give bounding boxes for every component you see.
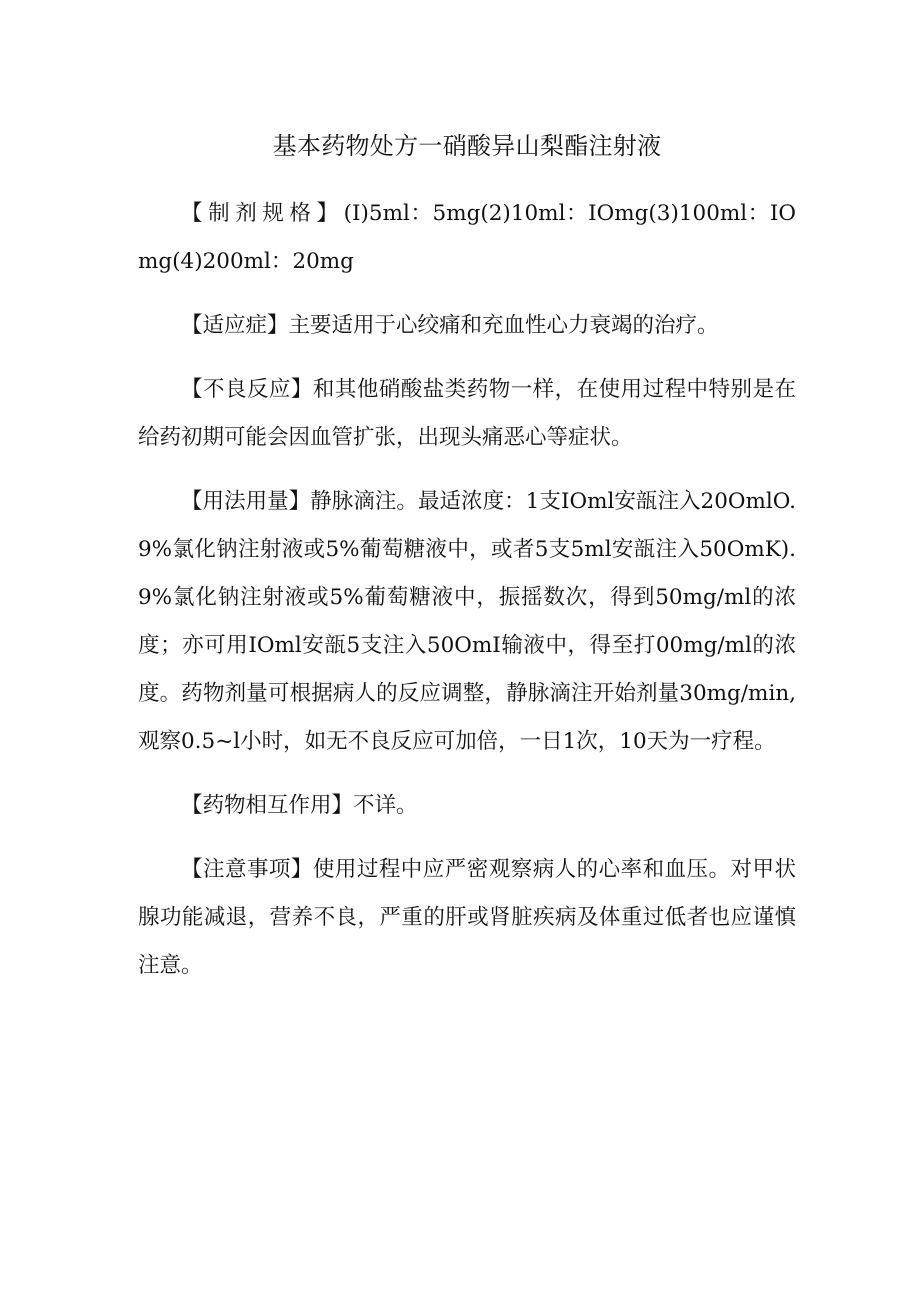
section-heading: 【用法用量】 [181,489,311,514]
section-heading: 【制剂规格】 [181,201,344,226]
section-body: 和其他硝酸盐类药物一样，在使用过程中特别是在给药初期可能会因血管扩张，出现头痛恶心等症状。 [138,377,796,450]
section-body: (I)5ml：5mg(2)10ml：IOmg(3)100ml：IOmg(4)200ml：20mg [138,201,796,274]
section-body: 主要适用于心绞痛和充血性心力衰竭的治疗。 [288,313,719,338]
section-indications [138,302,796,350]
section-body: 使用过程中应严密观察病人的心率和血压。对甲状腺功能减退，营养不良，严重的肝或肾脏疾病及体重过低者也应谨慎注意。 [138,857,796,978]
section-dosage [138,478,796,766]
section-heading: 【药物相互作用】 [181,793,354,818]
section-body: 不详。 [353,793,418,818]
document-page [138,124,796,1006]
section-drug-interactions [138,782,796,830]
section-heading: 【不良反应】 [181,377,313,402]
section-heading: 【适应症】 [181,313,289,338]
section-specification [138,190,796,286]
section-adverse-reactions [138,366,796,462]
document-title: 基本药物处方一硝酸异山梨酯注射液 [272,132,662,160]
section-precautions [138,846,796,990]
section-body: 静脉滴注。最适浓度：1支IOml安瓿注入20OmlO.9%氯化钠注射液或5%葡萄糖液中，或者5支5ml安瓿注入50OmK).9%氯化钠注射液或5%葡萄糖液中，振摇数次，得到50mg/ml的浓度；亦可用IOml安瓿5支注入50OmI输液中，得至打00mg/ml的浓度。药物剂量可根据病人的反应调整，静脉滴注开始剂量30mg/min,观察0.5~l小时，如无不良反应可加倍，一日1次，10天为一疗程。 [138,489,796,754]
section-heading: 【注意事项】 [181,857,313,882]
